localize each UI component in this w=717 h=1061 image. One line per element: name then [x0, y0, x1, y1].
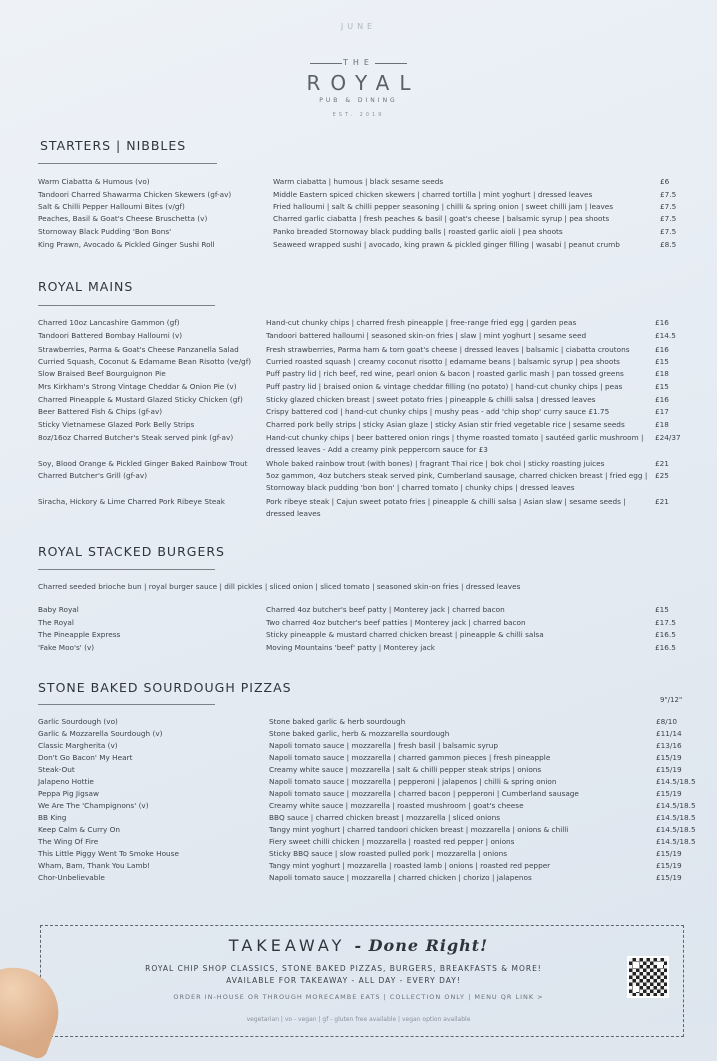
pizza-item [0, 848, 717, 860]
burger-item-name: The Pineapple Express [38, 630, 121, 639]
main-item-name: Charred Pineapple & Mustard Glazed Sticky Chicken (gf) [38, 395, 243, 404]
starters-title: STARTERS | NIBBLES [40, 138, 187, 153]
starter-item-name: Warm Ciabatta & Humous (vo) [38, 177, 150, 186]
starters-rule [38, 163, 217, 164]
starter-item [0, 189, 717, 201]
starter-item-name: Tandoori Charred Shawarma Chicken Skewers (gf-av) [38, 190, 232, 199]
main-item-name: Siracha, Hickory & Lime Charred Pork Ribeye Steak [38, 497, 226, 506]
burgers-rule [38, 569, 215, 570]
pizza-item [0, 788, 717, 800]
pizza-item-price: £15/19 [656, 765, 682, 774]
main-item-price: £14.5 [655, 331, 676, 340]
burger-item [0, 604, 717, 616]
pizza-sizes: 9"/12" [660, 696, 683, 704]
main-item-price: £16 [655, 318, 669, 327]
brand-royal: ROYAL [306, 71, 421, 95]
main-item-description: Hand-cut chunky chips | charred fresh pineapple | free-range fried egg | garden peas [266, 318, 577, 327]
pizza-item-description: Napoli tomato sauce | mozzarella | charred chicken | chorizo | jalapenos [269, 873, 532, 882]
main-item-price: £17 [655, 407, 669, 416]
burger-item-price: £15 [655, 605, 669, 614]
starter-item-name: Peaches, Basil & Goat's Cheese Bruschetta (v) [38, 214, 208, 223]
starter-item-description: Fried halloumi | salt & chilli pepper seasoning | chilli & spring onion | sweet chilli jam | leaves [273, 202, 614, 211]
main-item [0, 344, 717, 356]
starter-item-description: Middle Eastern spiced chicken skewers | charred tortilla | mint yoghurt | dressed leaves [273, 190, 593, 199]
burger-item-description: Charred 4oz butcher's beef patty | Monterey jack | charred bacon [266, 605, 505, 614]
pizza-item-price: £14.5/18.5 [656, 813, 696, 822]
pizza-item-name: Steak-Out [38, 765, 75, 774]
starter-item-name: Stornoway Black Pudding 'Bon Bons' [38, 227, 172, 236]
pizza-item [0, 764, 717, 776]
pizza-item-name: Keep Calm & Curry On [38, 825, 120, 834]
pizza-item [0, 800, 717, 812]
pizza-item-name: Garlic & Mozzarella Sourdough (v) [38, 729, 163, 738]
starter-item-description: Warm ciabatta | humous | black sesame seeds [273, 177, 444, 186]
qr-code-icon[interactable] [627, 956, 669, 998]
main-item [0, 432, 717, 454]
starter-item [0, 213, 717, 225]
pizza-item [0, 716, 717, 728]
main-item-name: 8oz/16oz Charred Butcher's Steak served pink (gf-av) [38, 433, 234, 442]
burger-item-price: £16.5 [655, 630, 676, 639]
brand-subtitle: PUB & DINING [319, 97, 398, 104]
starter-item-price: £7.5 [660, 190, 677, 199]
main-item-description: Hand-cut chunky chips | beer battered onion rings | thyme roasted tomato | sautéed garlic mushroom | dressed leaves - Add a creamy pink peppercorn sauce for £3 [266, 433, 644, 454]
june-label: JUNE [340, 22, 377, 31]
pizza-item-price: £15/19 [656, 849, 682, 858]
pizza-item-name: Wham, Bam, Thank You Lamb! [38, 861, 151, 870]
main-item-name: Charred Butcher's Grill (gf-av) [38, 471, 148, 480]
pizza-item [0, 824, 717, 836]
main-item-description: Puff pastry lid | braised onion & vintage cheddar filling (no potato) | hand-cut chunky chips | peas [266, 382, 623, 391]
takeaway-tagline: - Done Right! [354, 936, 489, 955]
burger-item-name: The Royal [38, 618, 74, 627]
starter-item-name: Salt & Chilli Pepper Halloumi Bites (v/gf) [38, 202, 185, 211]
main-item [0, 458, 717, 470]
starter-item-price: £7.5 [660, 227, 677, 236]
pizza-item-description: Napoli tomato sauce | mozzarella | charred gammon pieces | fresh pineapple [269, 753, 551, 762]
starter-item-price: £7.5 [660, 214, 677, 223]
main-item-price: £21 [655, 459, 669, 468]
main-item-price: £24/37 [655, 433, 681, 442]
main-item-name: Strawberries, Parma & Goat's Cheese Panzanella Salad [38, 345, 239, 354]
pizza-item-description: BBQ sauce | charred chicken breast | mozzarella | sliced onions [269, 813, 501, 822]
pizza-item-name: Classic Margherita (v) [38, 741, 118, 750]
pizza-item-description: Tangy mint yoghurt | mozzarella | roasted lamb | onions | roasted red pepper [269, 861, 551, 870]
pizza-item-price: £14.5/18.5 [656, 837, 696, 846]
starter-item-description: Panko breaded Stornoway black pudding balls | roasted garlic aioli | pea shoots [273, 227, 563, 236]
pizza-item [0, 740, 717, 752]
pizza-item-name: The Wing Of Fire [38, 837, 99, 846]
pizzas-rule [38, 704, 215, 705]
main-item [0, 317, 717, 329]
pizza-item-description: Creamy white sauce | mozzarella | salt & chilli pepper steak strips | onions [269, 765, 542, 774]
main-item-price: £16 [655, 395, 669, 404]
burger-item-description: Sticky pineapple & mustard charred chicken breast | pineapple & chilli salsa [266, 630, 544, 639]
pizzas-title: STONE BAKED SOURDOUGH PIZZAS [38, 680, 292, 695]
pizza-item-description: Sticky BBQ sauce | slow roasted pulled pork | mozzarella | onions [269, 849, 508, 858]
takeaway-line-1: ROYAL CHIP SHOP CLASSICS, STONE BAKED PIZZAS, BURGERS, BREAKFASTS & MORE! [145, 964, 542, 973]
pizza-item-price: £15/19 [656, 873, 682, 882]
starter-item [0, 226, 717, 238]
main-item-description: Charred pork belly strips | sticky Asian glaze | sticky Asian stir fried vegetable rice | sesame seeds [266, 420, 625, 429]
brand-est: EST. 2019 [332, 112, 385, 118]
main-item [0, 356, 717, 368]
pizza-item-name: We Are The 'Champignons' (v) [38, 801, 149, 810]
main-item-price: £15 [655, 357, 669, 366]
pizza-item-description: Creamy white sauce | mozzarella | roasted mushroom | goat's cheese [269, 801, 524, 810]
main-item [0, 419, 717, 431]
starter-item-price: £6 [660, 177, 670, 186]
main-item [0, 368, 717, 380]
pizza-item-description: Napoli tomato sauce | mozzarella | fresh basil | balsamic syrup [269, 741, 499, 750]
burger-item-description: Two charred 4oz butcher's beef patties | Monterey jack | charred bacon [266, 618, 526, 627]
pizza-item-price: £14.5/18.5 [656, 801, 696, 810]
starter-item [0, 201, 717, 213]
pizza-item [0, 728, 717, 740]
pizza-item-description: Napoli tomato sauce | mozzarella | charred bacon | pepperoni | Cumberland sausage [269, 789, 579, 798]
main-item-name: Slow Braised Beef Bourguignon Pie [38, 369, 166, 378]
footer-dietary-key: vegetarian | vo - vegan | gf - gluten free available | vegan option available [246, 1016, 471, 1023]
starter-item-description: Charred garlic ciabatta | fresh peaches & basil | goat's cheese | balsamic syrup | pea shoots [273, 214, 610, 223]
pizza-item-price: £15/19 [656, 753, 682, 762]
main-item [0, 330, 717, 342]
burgers-bun-line: Charred seeded brioche bun | royal burger sauce | dill pickles | sliced onion | sliced tomato | seasoned skin-on fries | dressed leaves [38, 582, 521, 591]
main-item-description: Whole baked rainbow trout (with bones) | fragrant Thai rice | bok choi | sticky roasting juices [266, 459, 605, 468]
main-item-price: £18 [655, 420, 669, 429]
burgers-title: ROYAL STACKED BURGERS [38, 544, 225, 559]
main-item [0, 381, 717, 393]
main-item-name: Charred 10oz Lancashire Gammon (gf) [38, 318, 180, 327]
takeaway-title [0, 936, 717, 955]
pizza-item-name: Chor-Unbelievable [38, 873, 105, 882]
takeaway-line-3: ORDER IN-HOUSE OR THROUGH MORECAMBE EATS | COLLECTION ONLY | MENU QR LINK > [173, 993, 544, 1001]
main-item-description: Crispy battered cod | hand-cut chunky chips | mushy peas - add 'chip shop' curry sauce £1.75 [266, 407, 610, 416]
main-item-description: Puff pastry lid | rich beef, red wine, pearl onion & bacon | roasted garlic mash | pan tossed greens [266, 369, 624, 378]
main-item-price: £25 [655, 471, 669, 480]
pizza-item-price: £14.5/18.5 [656, 777, 696, 786]
pizza-item [0, 836, 717, 848]
main-item-name: Mrs Kirkham's Strong Vintage Cheddar & Onion Pie (v) [38, 382, 237, 391]
pizza-item [0, 776, 717, 788]
main-item-name: Beer Battered Fish & Chips (gf-av) [38, 407, 163, 416]
pizza-item-price: £8/10 [656, 717, 678, 726]
pizza-item-name: Jalapeno Hottie [38, 777, 94, 786]
pizza-item-description: Stone baked garlic, herb & mozzarella sourdough [269, 729, 450, 738]
main-item-name: Curried Squash, Coconut & Edamame Bean Risotto (ve/gf) [38, 357, 252, 366]
pizza-item-name: This Little Piggy Went To Smoke House [38, 849, 179, 858]
pizza-item-description: Napoli tomato sauce | mozzarella | pepperoni | jalapenos | chilli & spring onion [269, 777, 557, 786]
main-item-name: Tandoori Battered Bombay Halloumi (v) [38, 331, 183, 340]
pizza-item-price: £15/19 [656, 861, 682, 870]
burger-item-price: £17.5 [655, 618, 676, 627]
pizza-item-price: £13/16 [656, 741, 682, 750]
burger-item [0, 642, 717, 654]
main-item-price: £18 [655, 369, 669, 378]
burger-item-price: £16.5 [655, 643, 676, 652]
main-item [0, 406, 717, 418]
starter-item-price: £7.5 [660, 202, 677, 211]
main-item-description: Sticky glazed chicken breast | sweet potato fries | pineapple & chilli salsa | dressed leaves [266, 395, 596, 404]
pizza-item-description: Tangy mint yoghurt | charred tandoori chicken breast | mozzarella | onions & chilli [269, 825, 569, 834]
starter-item-price: £8.5 [660, 240, 677, 249]
pizza-item-price: £14.5/18.5 [656, 825, 696, 834]
starter-item-description: Seaweed wrapped sushi | avocado, king prawn & pickled ginger filling | wasabi | peanut crumb [273, 240, 620, 249]
takeaway-title-text: TAKEAWAY [228, 936, 346, 955]
pizza-item-description: Fiery sweet chilli chicken | mozzarella | roasted red pepper | onions [269, 837, 515, 846]
pizza-item-price: £15/19 [656, 789, 682, 798]
pizza-item-description: Stone baked garlic & herb sourdough [269, 717, 406, 726]
mains-title: ROYAL MAINS [38, 279, 134, 294]
brand-logo [0, 50, 717, 118]
brand-the: THE [343, 58, 374, 67]
main-item [0, 394, 717, 406]
starter-item-name: King Prawn, Avocado & Pickled Ginger Sushi Roll [38, 240, 215, 249]
main-item-price: £16 [655, 345, 669, 354]
pizza-item [0, 812, 717, 824]
pizza-item-name: Garlic Sourdough (vo) [38, 717, 118, 726]
main-item-price: £21 [655, 497, 669, 506]
main-item-description: Pork ribeye steak | Cajun sweet potato fries | pineapple & chilli salsa | Asian slaw | sesame seeds | dressed leaves [266, 497, 626, 518]
main-item-description: Curried roasted squash | creamy coconut risotto | edamame beans | balsamic syrup | pea shoots [266, 357, 620, 366]
takeaway-line-2: AVAILABLE FOR TAKEAWAY - ALL DAY - EVERY DAY! [226, 976, 461, 985]
mains-rule [38, 305, 215, 306]
burger-item-name: 'Fake Moo's' (v) [38, 643, 95, 652]
burger-item-description: Moving Mountains 'beef' patty | Monterey jack [266, 643, 435, 652]
burger-item [0, 617, 717, 629]
pizza-item-name: Peppa Pig Jigsaw [38, 789, 99, 798]
pizza-item [0, 752, 717, 764]
main-item-name: Soy, Blood Orange & Pickled Ginger Baked Rainbow Trout [38, 459, 248, 468]
pizza-item-name: Don't Go Bacon' My Heart [38, 753, 133, 762]
burger-item [0, 629, 717, 641]
main-item [0, 496, 717, 518]
starter-item [0, 176, 717, 188]
main-item-price: £15 [655, 382, 669, 391]
main-item-description: Fresh strawberries, Parma ham & torn goat's cheese | dressed leaves | balsamic | ciabatta croutons [266, 345, 630, 354]
pizza-item [0, 860, 717, 872]
starter-item [0, 239, 717, 251]
pizza-item-name: BB King [38, 813, 67, 822]
main-item-description: 5oz gammon, 4oz butchers steak served pink, Cumberland sausage, charred chicken breast | fried egg | Stornoway black pudding 'bon bon' | charred tomato | chunky chips | dressed leaves [266, 471, 648, 492]
main-item-description: Tandoori battered halloumi | seasoned skin-on fries | slaw | mint yoghurt | sesame seed [266, 331, 587, 340]
pizza-item-price: £11/14 [656, 729, 682, 738]
main-item [0, 470, 717, 492]
pizza-item [0, 872, 717, 884]
main-item-name: Sticky Vietnamese Glazed Pork Belly Strips [38, 420, 195, 429]
burger-item-name: Baby Royal [38, 605, 79, 614]
